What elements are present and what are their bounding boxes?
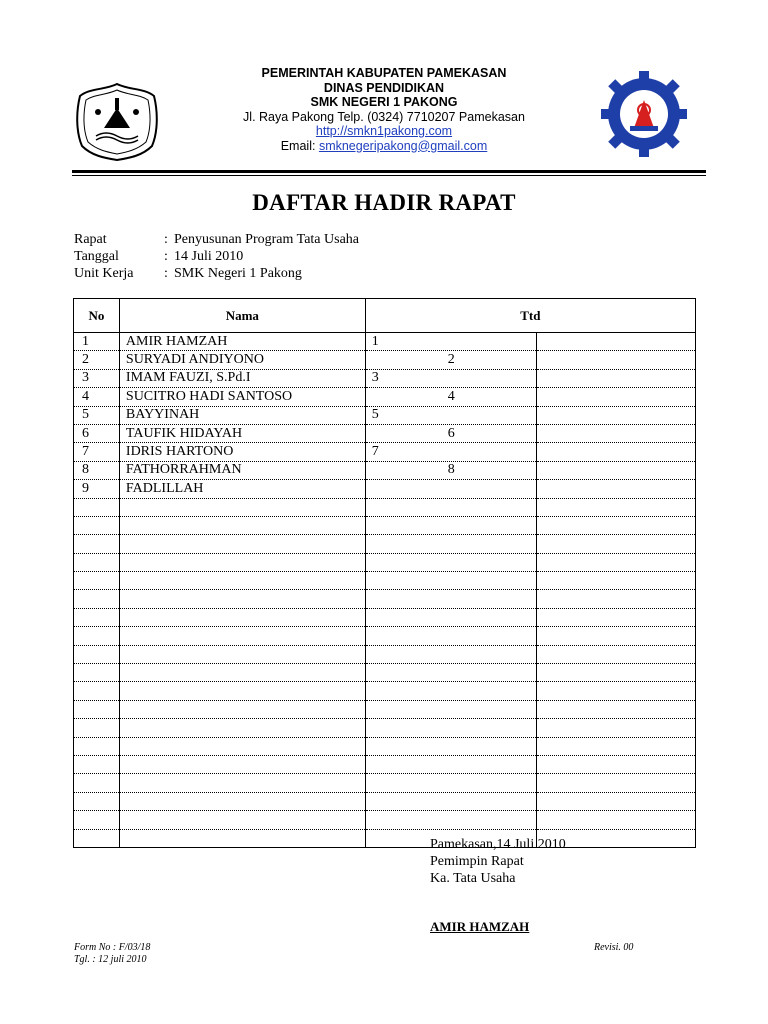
cell-nama [119, 627, 365, 645]
cell-ttd-right [537, 792, 696, 810]
cell-ttd-left [365, 516, 537, 534]
info-row-unit-kerja [74, 266, 359, 283]
cell-ttd-right [537, 480, 696, 498]
cell-ttd-left [365, 682, 537, 700]
footer-form-info [74, 942, 150, 966]
cell-ttd-right [537, 406, 696, 424]
cell-nama [119, 719, 365, 737]
cell-nama [119, 755, 365, 773]
cell-ttd-left [365, 645, 537, 663]
header-ttd: Ttd [365, 299, 695, 333]
info-sep: : [164, 232, 168, 247]
cell-ttd-right [537, 719, 696, 737]
header-nama: Nama [119, 299, 365, 333]
cell-ttd-right [537, 627, 696, 645]
cell-no [74, 755, 120, 773]
table-row [74, 645, 696, 663]
info-key: Tanggal [74, 248, 119, 264]
government-name: PEMERINTAH KABUPATEN PAMEKASAN [261, 66, 507, 80]
table-row [74, 333, 696, 351]
cell-ttd-right [537, 664, 696, 682]
cell-ttd-left [365, 792, 537, 810]
cell-no [74, 792, 120, 810]
cell-no [74, 811, 120, 829]
cell-no [74, 572, 120, 590]
cell-no [74, 700, 120, 718]
cell-no [74, 590, 120, 608]
cell-no [74, 664, 120, 682]
cell-ttd-left [365, 700, 537, 718]
cell-nama [119, 645, 365, 663]
table-row [74, 443, 696, 461]
department-name: DINAS PENDIDIKAN [323, 80, 445, 95]
cell-no: 9 [74, 480, 120, 498]
meeting-info [74, 232, 359, 282]
table-row [74, 755, 696, 773]
cell-no [74, 719, 120, 737]
cell-ttd-right [537, 572, 696, 590]
header-divider-thick [72, 170, 706, 173]
table-row [74, 498, 696, 516]
attendance-table [73, 298, 696, 848]
cell-ttd-right [537, 369, 696, 387]
cell-ttd-left: 3 [365, 369, 537, 387]
table-row [74, 829, 696, 847]
table-row [74, 682, 696, 700]
website-link[interactable]: http://smkn1pakong.com [315, 124, 453, 138]
cell-nama [119, 811, 365, 829]
cell-ttd-right [537, 608, 696, 626]
cell-ttd-left: 7 [365, 443, 537, 461]
cell-no: 4 [74, 388, 120, 406]
cell-ttd-right [537, 443, 696, 461]
cell-ttd-right [537, 774, 696, 792]
signature-place-date: Pamekasan,14 Juli 2010 [430, 837, 566, 852]
table-row [74, 369, 696, 387]
cell-no [74, 774, 120, 792]
cell-no: 2 [74, 351, 120, 369]
cell-ttd-left [365, 719, 537, 737]
info-row-rapat [74, 232, 359, 249]
signature-name: AMIR HAMZAH [430, 919, 530, 934]
cell-no: 5 [74, 406, 120, 424]
info-row-tanggal [74, 249, 359, 266]
cell-ttd-left [365, 627, 537, 645]
cell-ttd-left [365, 608, 537, 626]
footer-date: Tgl. : 12 juli 2010 [74, 954, 147, 965]
table-row [74, 719, 696, 737]
table-row [74, 406, 696, 424]
cell-no [74, 553, 120, 571]
signature-role-title: Ka. Tata Usaha [430, 871, 516, 886]
table-row [74, 461, 696, 479]
cell-nama: TAUFIK HIDAYAH [119, 424, 365, 442]
cell-ttd-right [537, 424, 696, 442]
document-title: DAFTAR HADIR RAPAT [252, 190, 516, 215]
cell-no: 8 [74, 461, 120, 479]
table-row [74, 388, 696, 406]
info-value: SMK Negeri 1 Pakong [174, 265, 302, 281]
table-row [74, 351, 696, 369]
table-row [74, 700, 696, 718]
footer-form-no: Form No : F/03/18 [74, 942, 151, 953]
cell-nama [119, 737, 365, 755]
school-address: Jl. Raya Pakong Telp. (0324) 7710207 Pamekasan [243, 109, 525, 124]
info-sep: : [164, 265, 168, 281]
cell-nama: FADLILLAH [119, 480, 365, 498]
info-value: Penyusunan Program Tata Usaha [174, 232, 360, 247]
table-row [74, 424, 696, 442]
table-row [74, 664, 696, 682]
table-row [74, 572, 696, 590]
cell-ttd-left: 8 [365, 461, 537, 479]
cell-ttd-right [537, 553, 696, 571]
cell-nama [119, 590, 365, 608]
email-label: Email: [280, 138, 316, 153]
table-row [74, 590, 696, 608]
cell-ttd-left [365, 811, 537, 829]
cell-nama [119, 572, 365, 590]
cell-no: 3 [74, 369, 120, 387]
info-key: Unit Kerja [74, 265, 134, 281]
cell-nama: IDRIS HARTONO [119, 443, 365, 461]
cell-ttd-left: 2 [365, 351, 537, 369]
cell-ttd-right [537, 737, 696, 755]
table-row [74, 553, 696, 571]
cell-ttd-left [365, 737, 537, 755]
cell-nama [119, 682, 365, 700]
school-name: SMK NEGERI 1 PAKONG [310, 95, 458, 109]
cell-nama [119, 516, 365, 534]
cell-ttd-right [537, 645, 696, 663]
cell-ttd-left: 1 [365, 333, 537, 351]
table-row [74, 737, 696, 755]
cell-ttd-left [365, 498, 537, 516]
cell-nama [119, 498, 365, 516]
cell-no: 1 [74, 333, 120, 351]
cell-ttd-right [537, 535, 696, 553]
cell-ttd-right [537, 333, 696, 351]
cell-nama: SUCITRO HADI SANTOSO [119, 388, 365, 406]
cell-ttd-left [365, 480, 537, 498]
cell-no [74, 682, 120, 700]
cell-ttd-right [537, 461, 696, 479]
cell-ttd-left: 4 [365, 388, 537, 406]
cell-nama [119, 535, 365, 553]
table-row [74, 774, 696, 792]
cell-nama: IMAM FAUZI, S.Pd.I [119, 369, 365, 387]
cell-nama [119, 664, 365, 682]
cell-nama [119, 829, 365, 847]
cell-nama [119, 608, 365, 626]
cell-no [74, 627, 120, 645]
cell-ttd-right [537, 498, 696, 516]
cell-nama [119, 792, 365, 810]
cell-no [74, 608, 120, 626]
cell-nama: SURYADI ANDIYONO [119, 351, 365, 369]
cell-no [74, 516, 120, 534]
cell-ttd-left [365, 755, 537, 773]
info-value: 14 Juli 2010 [174, 248, 244, 264]
cell-ttd-left: 6 [365, 424, 537, 442]
footer-revision: Revisi. 00 [594, 942, 634, 953]
cell-nama [119, 553, 365, 571]
cell-ttd-left [365, 590, 537, 608]
cell-nama: FATHORRAHMAN [119, 461, 365, 479]
email-link[interactable]: smknegeripakong@gmail.com [318, 138, 488, 153]
info-sep: : [164, 248, 168, 264]
letterhead [0, 66, 768, 153]
signature-block [430, 836, 566, 887]
cell-nama [119, 774, 365, 792]
cell-nama: BAYYINAH [119, 406, 365, 424]
table-row [74, 608, 696, 626]
cell-ttd-left [365, 774, 537, 792]
cell-nama: AMIR HAMZAH [119, 333, 365, 351]
table-row [74, 516, 696, 534]
table-row [74, 792, 696, 810]
cell-ttd-right [537, 700, 696, 718]
signature-role-leader: Pemimpin Rapat [430, 854, 524, 869]
cell-ttd-right [537, 811, 696, 829]
cell-no [74, 498, 120, 516]
table-row [74, 811, 696, 829]
cell-no [74, 737, 120, 755]
cell-no [74, 535, 120, 553]
table-row [74, 480, 696, 498]
cell-ttd-right [537, 755, 696, 773]
table-row [74, 535, 696, 553]
table-row [74, 627, 696, 645]
info-key: Rapat [74, 232, 107, 247]
cell-ttd-left [365, 572, 537, 590]
cell-ttd-right [537, 516, 696, 534]
cell-ttd-right [537, 590, 696, 608]
cell-ttd-right [537, 682, 696, 700]
cell-ttd-left [365, 535, 537, 553]
cell-no [74, 645, 120, 663]
cell-ttd-left [365, 664, 537, 682]
header-no: No [74, 299, 120, 333]
cell-no: 7 [74, 443, 120, 461]
cell-no [74, 829, 120, 847]
cell-ttd-left [365, 553, 537, 571]
cell-ttd-left: 5 [365, 406, 537, 424]
header-divider-thin [72, 175, 706, 176]
cell-no: 6 [74, 424, 120, 442]
cell-ttd-right [537, 388, 696, 406]
cell-ttd-right [537, 351, 696, 369]
cell-nama [119, 700, 365, 718]
